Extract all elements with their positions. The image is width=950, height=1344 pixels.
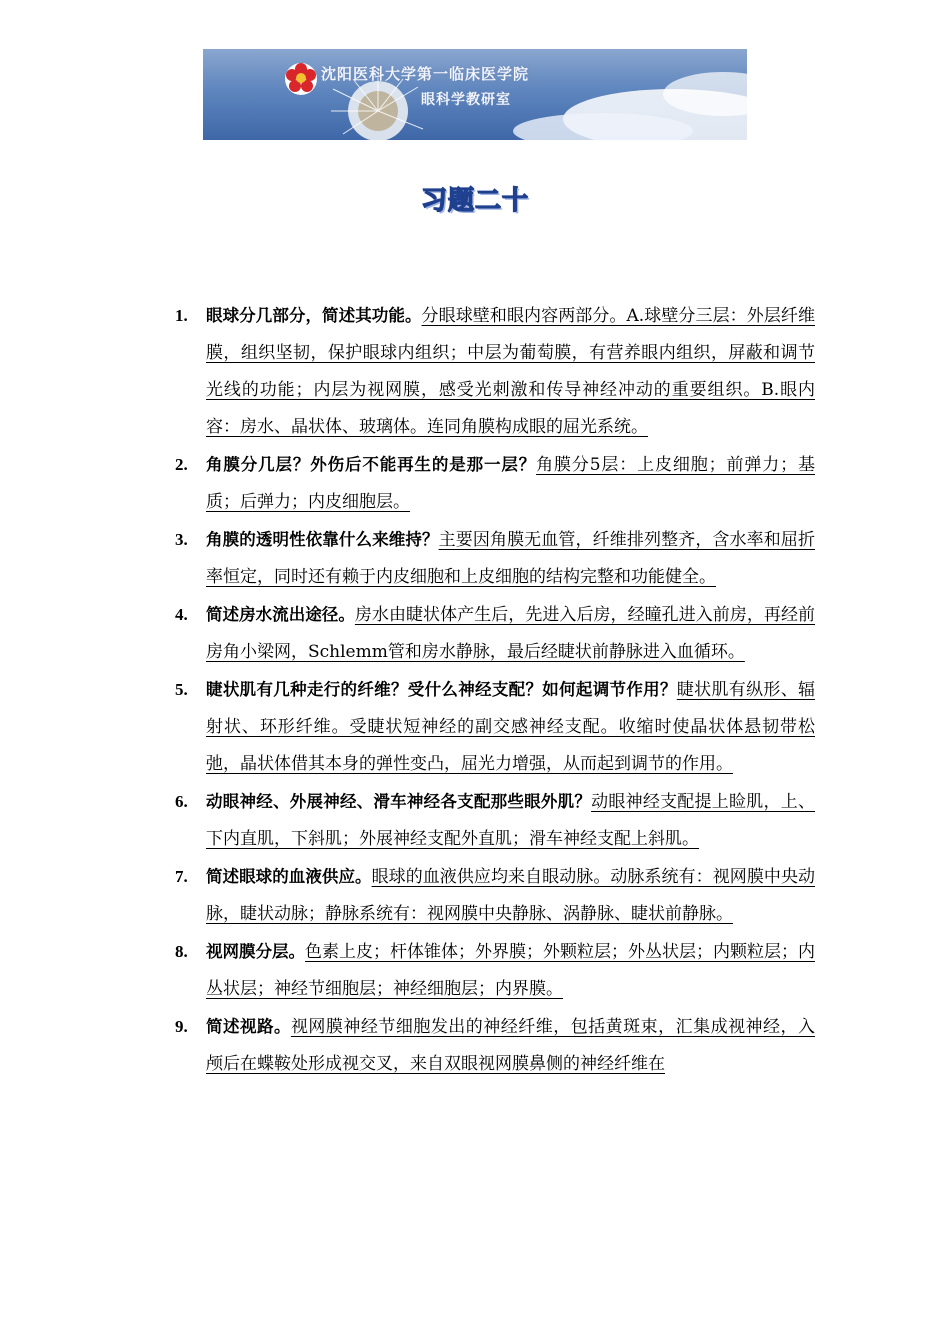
answer-text: 分眼球壁和眼内容两部分。A.球壁分三层：外层纤维膜，组织坚韧，保护眼球内组织；中层为葡萄膜，有营养眼内组织，屏蔽和调节光线的功能；内层为视网膜，感受光刺激和传导神经冲动的重要组织。B.眼内容：房水、晶状体、玻璃体。连同角膜构成眼的屈光系统。 (206, 306, 815, 437)
university-logo-icon (281, 59, 321, 99)
question-number: 7. (175, 867, 188, 886)
question-text: 简述眼球的血液供应。 (206, 867, 372, 886)
question-number: 2. (175, 455, 188, 474)
question-item (175, 671, 815, 783)
answer-text: 眼球的血液供应均来自眼动脉。动脉系统有：视网膜中央动脉，睫状动脉；静脉系统有：视网膜中央静脉、涡静脉、睫状前静脉。 (206, 867, 816, 924)
answer-text: 角膜分5层：上皮细胞；前弹力；基质；后弹力；内皮细胞层。 (206, 455, 815, 512)
answer-text: 动眼神经支配提上睑肌，上、下内直肌，下斜肌；外展神经支配外直肌；滑车神经支配上斜肌。 (206, 792, 816, 849)
question-item (175, 297, 815, 446)
banner-org-name: 沈阳医科大学第一临床医学院 (321, 65, 530, 83)
question-text: 角膜的透明性依靠什么来维持？ (206, 530, 439, 549)
question-text: 简述房水流出途径。 (206, 605, 355, 624)
question-number: 4. (175, 605, 188, 624)
question-text: 睫状肌有几种走行的纤维？受什么神经支配？如何起调节作用？ (206, 680, 677, 699)
question-item (175, 783, 815, 858)
question-number: 8. (175, 942, 188, 961)
question-text: 动眼神经、外展神经、滑车神经各支配那些眼外肌？ (206, 792, 592, 811)
question-number: 6. (175, 792, 188, 811)
question-number: 5. (175, 680, 188, 699)
question-item (175, 446, 815, 521)
question-item (175, 1008, 815, 1083)
question-list (175, 297, 815, 1083)
question-number: 3. (175, 530, 188, 549)
header-banner (203, 49, 747, 140)
question-item (175, 521, 815, 596)
answer-text: 色素上皮；杆体锥体；外界膜；外颗粒层；外丛状层；内颗粒层；内丛状层；神经节细胞层；神经细胞层；内界膜。 (206, 942, 815, 999)
answer-text: 房水由睫状体产生后，先进入后房，经瞳孔进入前房，再经前房角小梁网，Schlemm管和房水静脉，最后经睫状前静脉进入血循环。 (206, 605, 816, 662)
question-number: 1. (175, 306, 188, 325)
question-text: 角膜分几层？外伤后不能再生的是那一层？ (206, 455, 537, 474)
question-number: 9. (175, 1017, 188, 1036)
answer-text: 睫状肌有纵形、辐射状、环形纤维。受睫状短神经的副交感神经支配。收缩时使晶状体悬韧带松弛，晶状体借其本身的弹性变凸，屈光力增强，从而起到调节的作用。 (206, 680, 816, 774)
banner-dept-name: 眼科学教研室 (421, 92, 511, 108)
answer-text: 视网膜神经节细胞发出的神经纤维，包括黄斑束，汇集成视神经，入颅后在蝶鞍处形成视交叉，来自双眼视网膜鼻侧的神经纤维在 (206, 1017, 816, 1074)
question-item (175, 933, 815, 1008)
question-text: 眼球分几部分，简述其功能。 (206, 306, 422, 325)
page-title: 习题二十 (420, 186, 529, 216)
question-item (175, 596, 815, 671)
question-item (175, 858, 815, 933)
question-text: 简述视路。 (206, 1017, 291, 1036)
answer-text: 主要因角膜无血管，纤维排列整齐，含水率和屈折率恒定，同时还有赖于内皮细胞和上皮细胞的结构完整和功能健全。 (206, 530, 816, 587)
question-text: 视网膜分层。 (206, 942, 305, 961)
